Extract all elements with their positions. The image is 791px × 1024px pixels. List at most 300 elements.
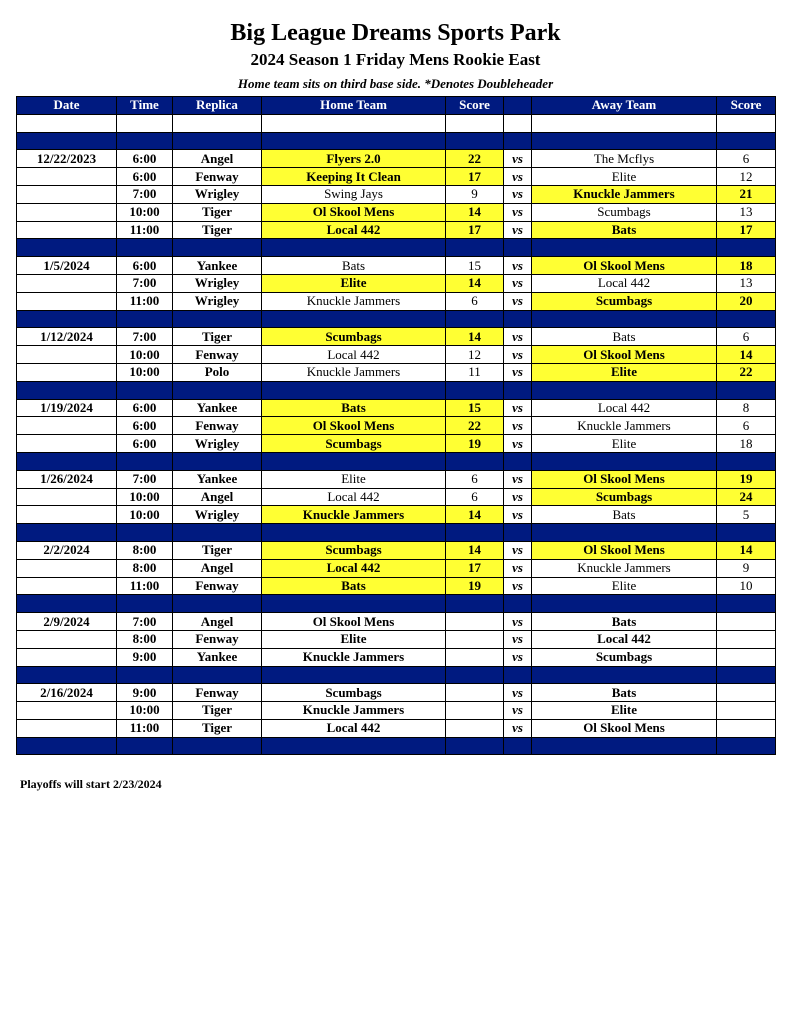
- away-score: 6: [717, 328, 776, 346]
- game-time: 9:00: [117, 648, 173, 666]
- game-row: [17, 221, 776, 239]
- separator-row-cell: [17, 666, 117, 684]
- game-time: 6:00: [117, 150, 173, 168]
- separator-row-cell: [532, 310, 717, 328]
- game-time: 7:00: [117, 613, 173, 631]
- separator-row-cell: [446, 310, 504, 328]
- separator-row-cell: [446, 666, 504, 684]
- away-score: 21: [717, 185, 776, 203]
- home-score: [446, 719, 504, 737]
- vs-label: vs: [504, 168, 532, 186]
- separator-row-cell: [717, 239, 776, 257]
- home-team: Ol Skool Mens: [262, 203, 446, 221]
- vs-label: vs: [504, 470, 532, 488]
- game-time: 11:00: [117, 221, 173, 239]
- col-header-away-team: Away Team: [532, 97, 717, 115]
- home-score: 19: [446, 435, 504, 453]
- game-row: [17, 488, 776, 506]
- game-row: [17, 346, 776, 364]
- away-score: 22: [717, 363, 776, 381]
- blank-row-cell: [117, 114, 173, 132]
- game-time: 8:00: [117, 541, 173, 559]
- vs-label: vs: [504, 292, 532, 310]
- field-replica: Yankee: [173, 648, 262, 666]
- vs-label: vs: [504, 363, 532, 381]
- home-score: 19: [446, 577, 504, 595]
- home-team: Knuckle Jammers: [262, 506, 446, 524]
- vs-label: vs: [504, 559, 532, 577]
- home-score: [446, 684, 504, 702]
- vs-label: vs: [504, 328, 532, 346]
- game-date: [17, 168, 117, 186]
- game-time: 6:00: [117, 168, 173, 186]
- away-score: 6: [717, 150, 776, 168]
- home-score: 14: [446, 203, 504, 221]
- game-row: [17, 506, 776, 524]
- home-team: Elite: [262, 274, 446, 292]
- vs-label: vs: [504, 702, 532, 720]
- separator-row-cell: [262, 239, 446, 257]
- game-row: [17, 328, 776, 346]
- field-replica: Fenway: [173, 346, 262, 364]
- blank-row-cell: [262, 114, 446, 132]
- separator-row-cell: [262, 595, 446, 613]
- field-replica: Tiger: [173, 541, 262, 559]
- separator-row-cell: [504, 737, 532, 755]
- separator-row-cell: [173, 239, 262, 257]
- home-team: Scumbags: [262, 435, 446, 453]
- home-score: 14: [446, 328, 504, 346]
- field-replica: Angel: [173, 488, 262, 506]
- away-team: Ol Skool Mens: [532, 346, 717, 364]
- vs-label: vs: [504, 150, 532, 168]
- vs-label: vs: [504, 346, 532, 364]
- away-score: 13: [717, 274, 776, 292]
- away-team: Scumbags: [532, 292, 717, 310]
- game-time: 6:00: [117, 417, 173, 435]
- home-score: 9: [446, 185, 504, 203]
- vs-label: vs: [504, 257, 532, 275]
- separator-row-cell: [717, 381, 776, 399]
- game-date: [17, 488, 117, 506]
- away-team: Bats: [532, 684, 717, 702]
- away-team: Local 442: [532, 399, 717, 417]
- game-date: [17, 346, 117, 364]
- separator-row-cell: [262, 524, 446, 542]
- schedule-table: [16, 96, 776, 755]
- game-row: [17, 684, 776, 702]
- blank-row-cell: [17, 114, 117, 132]
- game-row: [17, 203, 776, 221]
- separator-row-cell: [446, 452, 504, 470]
- game-date: [17, 292, 117, 310]
- away-team: Scumbags: [532, 203, 717, 221]
- schedule-note: Home team sits on third base side. *Denotes Doubleheader: [237, 76, 554, 91]
- game-date: [17, 417, 117, 435]
- field-replica: Tiger: [173, 221, 262, 239]
- separator-row-cell: [504, 239, 532, 257]
- home-team: Ol Skool Mens: [262, 417, 446, 435]
- game-date: [17, 274, 117, 292]
- game-date: 1/26/2024: [17, 470, 117, 488]
- separator-row-cell: [17, 737, 117, 755]
- separator-row-cell: [17, 381, 117, 399]
- home-score: [446, 702, 504, 720]
- blank-row-cell: [173, 114, 262, 132]
- separator-row-cell: [504, 595, 532, 613]
- game-row: [17, 185, 776, 203]
- away-score: 19: [717, 470, 776, 488]
- away-team: Elite: [532, 168, 717, 186]
- separator-row-cell: [446, 524, 504, 542]
- home-team: Flyers 2.0: [262, 150, 446, 168]
- col-header-vs: [504, 97, 532, 115]
- col-header-away-score: Score: [717, 97, 776, 115]
- away-score: 14: [717, 346, 776, 364]
- separator-row-cell: [117, 524, 173, 542]
- field-replica: Wrigley: [173, 185, 262, 203]
- vs-label: vs: [504, 684, 532, 702]
- away-score: [717, 648, 776, 666]
- home-team: Scumbags: [262, 684, 446, 702]
- separator-row-cell: [173, 666, 262, 684]
- separator-row-cell: [262, 737, 446, 755]
- separator-row-cell: [173, 524, 262, 542]
- away-team: Ol Skool Mens: [532, 541, 717, 559]
- vs-label: vs: [504, 488, 532, 506]
- field-replica: Tiger: [173, 719, 262, 737]
- game-date: [17, 221, 117, 239]
- separator-row-cell: [262, 381, 446, 399]
- separator-row-cell: [17, 239, 117, 257]
- separator-row-cell: [17, 132, 117, 150]
- separator-row-cell: [717, 310, 776, 328]
- home-score: 17: [446, 221, 504, 239]
- separator-row-cell: [504, 132, 532, 150]
- game-row: [17, 399, 776, 417]
- vs-label: vs: [504, 435, 532, 453]
- separator-row-cell: [532, 524, 717, 542]
- col-header-date: Date: [17, 97, 117, 115]
- header-row: [17, 97, 776, 115]
- home-team: Elite: [262, 630, 446, 648]
- home-team: Bats: [262, 257, 446, 275]
- game-time: 6:00: [117, 399, 173, 417]
- vs-label: vs: [504, 221, 532, 239]
- field-replica: Wrigley: [173, 274, 262, 292]
- away-team: Elite: [532, 363, 717, 381]
- away-team: Ol Skool Mens: [532, 719, 717, 737]
- game-date: 1/19/2024: [17, 399, 117, 417]
- game-date: 2/9/2024: [17, 613, 117, 631]
- away-team: Knuckle Jammers: [532, 559, 717, 577]
- game-row: [17, 541, 776, 559]
- col-header-replica: Replica: [173, 97, 262, 115]
- vs-label: vs: [504, 648, 532, 666]
- home-score: 6: [446, 488, 504, 506]
- field-replica: Fenway: [173, 168, 262, 186]
- home-team: Scumbags: [262, 328, 446, 346]
- game-time: 7:00: [117, 328, 173, 346]
- home-team: Keeping It Clean: [262, 168, 446, 186]
- separator-row: [17, 595, 776, 613]
- separator-row: [17, 310, 776, 328]
- game-date: [17, 363, 117, 381]
- game-row: [17, 719, 776, 737]
- field-replica: Wrigley: [173, 506, 262, 524]
- separator-row-cell: [262, 666, 446, 684]
- separator-row-cell: [117, 452, 173, 470]
- away-score: [717, 684, 776, 702]
- separator-row-cell: [446, 239, 504, 257]
- game-row: [17, 577, 776, 595]
- game-time: 10:00: [117, 346, 173, 364]
- game-date: 2/2/2024: [17, 541, 117, 559]
- game-date: [17, 559, 117, 577]
- field-replica: Fenway: [173, 630, 262, 648]
- away-team: Bats: [532, 506, 717, 524]
- away-score: 5: [717, 506, 776, 524]
- game-date: [17, 506, 117, 524]
- game-row: [17, 613, 776, 631]
- game-row: [17, 274, 776, 292]
- game-time: 11:00: [117, 577, 173, 595]
- col-header-home-team: Home Team: [262, 97, 446, 115]
- game-time: 7:00: [117, 185, 173, 203]
- away-score: 17: [717, 221, 776, 239]
- game-row: [17, 417, 776, 435]
- home-score: 15: [446, 399, 504, 417]
- home-team: Local 442: [262, 346, 446, 364]
- separator-row: [17, 132, 776, 150]
- separator-row-cell: [117, 239, 173, 257]
- game-date: [17, 630, 117, 648]
- game-date: [17, 203, 117, 221]
- away-score: 10: [717, 577, 776, 595]
- game-date: [17, 435, 117, 453]
- game-time: 10:00: [117, 702, 173, 720]
- vs-label: vs: [504, 203, 532, 221]
- game-time: 6:00: [117, 257, 173, 275]
- game-row: [17, 168, 776, 186]
- separator-row-cell: [446, 737, 504, 755]
- separator-row-cell: [717, 452, 776, 470]
- separator-row-cell: [504, 310, 532, 328]
- separator-row: [17, 239, 776, 257]
- away-score: 14: [717, 541, 776, 559]
- separator-row: [17, 524, 776, 542]
- separator-row-cell: [446, 595, 504, 613]
- separator-row-cell: [504, 524, 532, 542]
- field-replica: Tiger: [173, 702, 262, 720]
- separator-row-cell: [532, 737, 717, 755]
- playoffs-note: Playoffs will start 2/23/2024: [20, 777, 162, 791]
- game-row: [17, 630, 776, 648]
- away-team: Scumbags: [532, 488, 717, 506]
- home-team: Elite: [262, 470, 446, 488]
- vs-label: vs: [504, 506, 532, 524]
- home-score: 6: [446, 292, 504, 310]
- away-team: Bats: [532, 613, 717, 631]
- separator-row-cell: [532, 132, 717, 150]
- separator-row-cell: [17, 452, 117, 470]
- separator-row-cell: [504, 452, 532, 470]
- separator-row-cell: [117, 381, 173, 399]
- home-score: 14: [446, 541, 504, 559]
- game-row: [17, 363, 776, 381]
- field-replica: Fenway: [173, 684, 262, 702]
- game-date: 2/16/2024: [17, 684, 117, 702]
- page-subtitle: 2024 Season 1 Friday Mens Rookie East: [250, 50, 541, 69]
- home-team: Local 442: [262, 559, 446, 577]
- home-score: 6: [446, 470, 504, 488]
- separator-row-cell: [532, 239, 717, 257]
- game-time: 8:00: [117, 559, 173, 577]
- field-replica: Fenway: [173, 577, 262, 595]
- game-row: [17, 292, 776, 310]
- separator-row-cell: [173, 381, 262, 399]
- blank-row-cell: [504, 114, 532, 132]
- separator-row-cell: [117, 132, 173, 150]
- home-team: Local 442: [262, 221, 446, 239]
- field-replica: Yankee: [173, 257, 262, 275]
- game-row: [17, 470, 776, 488]
- game-time: 7:00: [117, 470, 173, 488]
- away-score: 18: [717, 435, 776, 453]
- blank-row: [17, 114, 776, 132]
- game-time: 9:00: [117, 684, 173, 702]
- away-team: Ol Skool Mens: [532, 470, 717, 488]
- home-team: Knuckle Jammers: [262, 292, 446, 310]
- separator-row-cell: [17, 310, 117, 328]
- home-team: Bats: [262, 399, 446, 417]
- field-replica: Wrigley: [173, 292, 262, 310]
- separator-row-cell: [173, 595, 262, 613]
- away-team: Knuckle Jammers: [532, 185, 717, 203]
- game-date: [17, 719, 117, 737]
- separator-row-cell: [532, 666, 717, 684]
- away-team: Local 442: [532, 630, 717, 648]
- vs-label: vs: [504, 185, 532, 203]
- field-replica: Polo: [173, 363, 262, 381]
- field-replica: Yankee: [173, 399, 262, 417]
- away-score: [717, 630, 776, 648]
- game-date: [17, 648, 117, 666]
- home-score: 14: [446, 506, 504, 524]
- game-time: 10:00: [117, 506, 173, 524]
- away-team: Elite: [532, 577, 717, 595]
- away-score: 24: [717, 488, 776, 506]
- separator-row-cell: [532, 381, 717, 399]
- away-team: Elite: [532, 435, 717, 453]
- game-time: 6:00: [117, 435, 173, 453]
- field-replica: Angel: [173, 613, 262, 631]
- field-replica: Tiger: [173, 203, 262, 221]
- separator-row-cell: [173, 132, 262, 150]
- separator-row-cell: [117, 666, 173, 684]
- away-team: Local 442: [532, 274, 717, 292]
- away-score: 20: [717, 292, 776, 310]
- vs-label: vs: [504, 399, 532, 417]
- game-date: [17, 185, 117, 203]
- home-score: 12: [446, 346, 504, 364]
- home-score: 22: [446, 150, 504, 168]
- home-team: Ol Skool Mens: [262, 613, 446, 631]
- game-date: [17, 702, 117, 720]
- separator-row-cell: [262, 132, 446, 150]
- separator-row-cell: [717, 595, 776, 613]
- away-team: Ol Skool Mens: [532, 257, 717, 275]
- away-score: 9: [717, 559, 776, 577]
- field-replica: Fenway: [173, 417, 262, 435]
- blank-row-cell: [446, 114, 504, 132]
- separator-row-cell: [173, 737, 262, 755]
- game-time: 11:00: [117, 719, 173, 737]
- away-score: 13: [717, 203, 776, 221]
- col-header-time: Time: [117, 97, 173, 115]
- field-replica: Tiger: [173, 328, 262, 346]
- separator-row-cell: [717, 524, 776, 542]
- away-team: Scumbags: [532, 648, 717, 666]
- vs-label: vs: [504, 613, 532, 631]
- vs-label: vs: [504, 577, 532, 595]
- away-score: 8: [717, 399, 776, 417]
- blank-row-cell: [532, 114, 717, 132]
- game-row: [17, 648, 776, 666]
- separator-row-cell: [532, 595, 717, 613]
- home-score: 22: [446, 417, 504, 435]
- game-row: [17, 702, 776, 720]
- home-score: 11: [446, 363, 504, 381]
- home-team: Knuckle Jammers: [262, 702, 446, 720]
- game-time: 10:00: [117, 363, 173, 381]
- game-date: 12/22/2023: [17, 150, 117, 168]
- away-score: 6: [717, 417, 776, 435]
- separator-row-cell: [717, 132, 776, 150]
- game-date: 1/5/2024: [17, 257, 117, 275]
- separator-row-cell: [532, 452, 717, 470]
- game-time: 11:00: [117, 292, 173, 310]
- home-score: 14: [446, 274, 504, 292]
- home-score: 17: [446, 559, 504, 577]
- separator-row-cell: [446, 381, 504, 399]
- home-score: 15: [446, 257, 504, 275]
- field-replica: Angel: [173, 559, 262, 577]
- home-score: [446, 630, 504, 648]
- home-team: Local 442: [262, 488, 446, 506]
- col-header-home-score: Score: [446, 97, 504, 115]
- separator-row: [17, 737, 776, 755]
- vs-label: vs: [504, 274, 532, 292]
- separator-row-cell: [717, 666, 776, 684]
- home-score: [446, 613, 504, 631]
- game-time: 10:00: [117, 203, 173, 221]
- page-title: Big League Dreams Sports Park: [230, 20, 561, 46]
- away-score: [717, 719, 776, 737]
- vs-label: vs: [504, 541, 532, 559]
- game-time: 10:00: [117, 488, 173, 506]
- game-date: 1/12/2024: [17, 328, 117, 346]
- away-score: [717, 613, 776, 631]
- separator-row-cell: [446, 132, 504, 150]
- away-team: Bats: [532, 221, 717, 239]
- separator-row-cell: [504, 666, 532, 684]
- field-replica: Wrigley: [173, 435, 262, 453]
- home-team: Scumbags: [262, 541, 446, 559]
- home-team: Swing Jays: [262, 185, 446, 203]
- separator-row-cell: [17, 524, 117, 542]
- home-team: Bats: [262, 577, 446, 595]
